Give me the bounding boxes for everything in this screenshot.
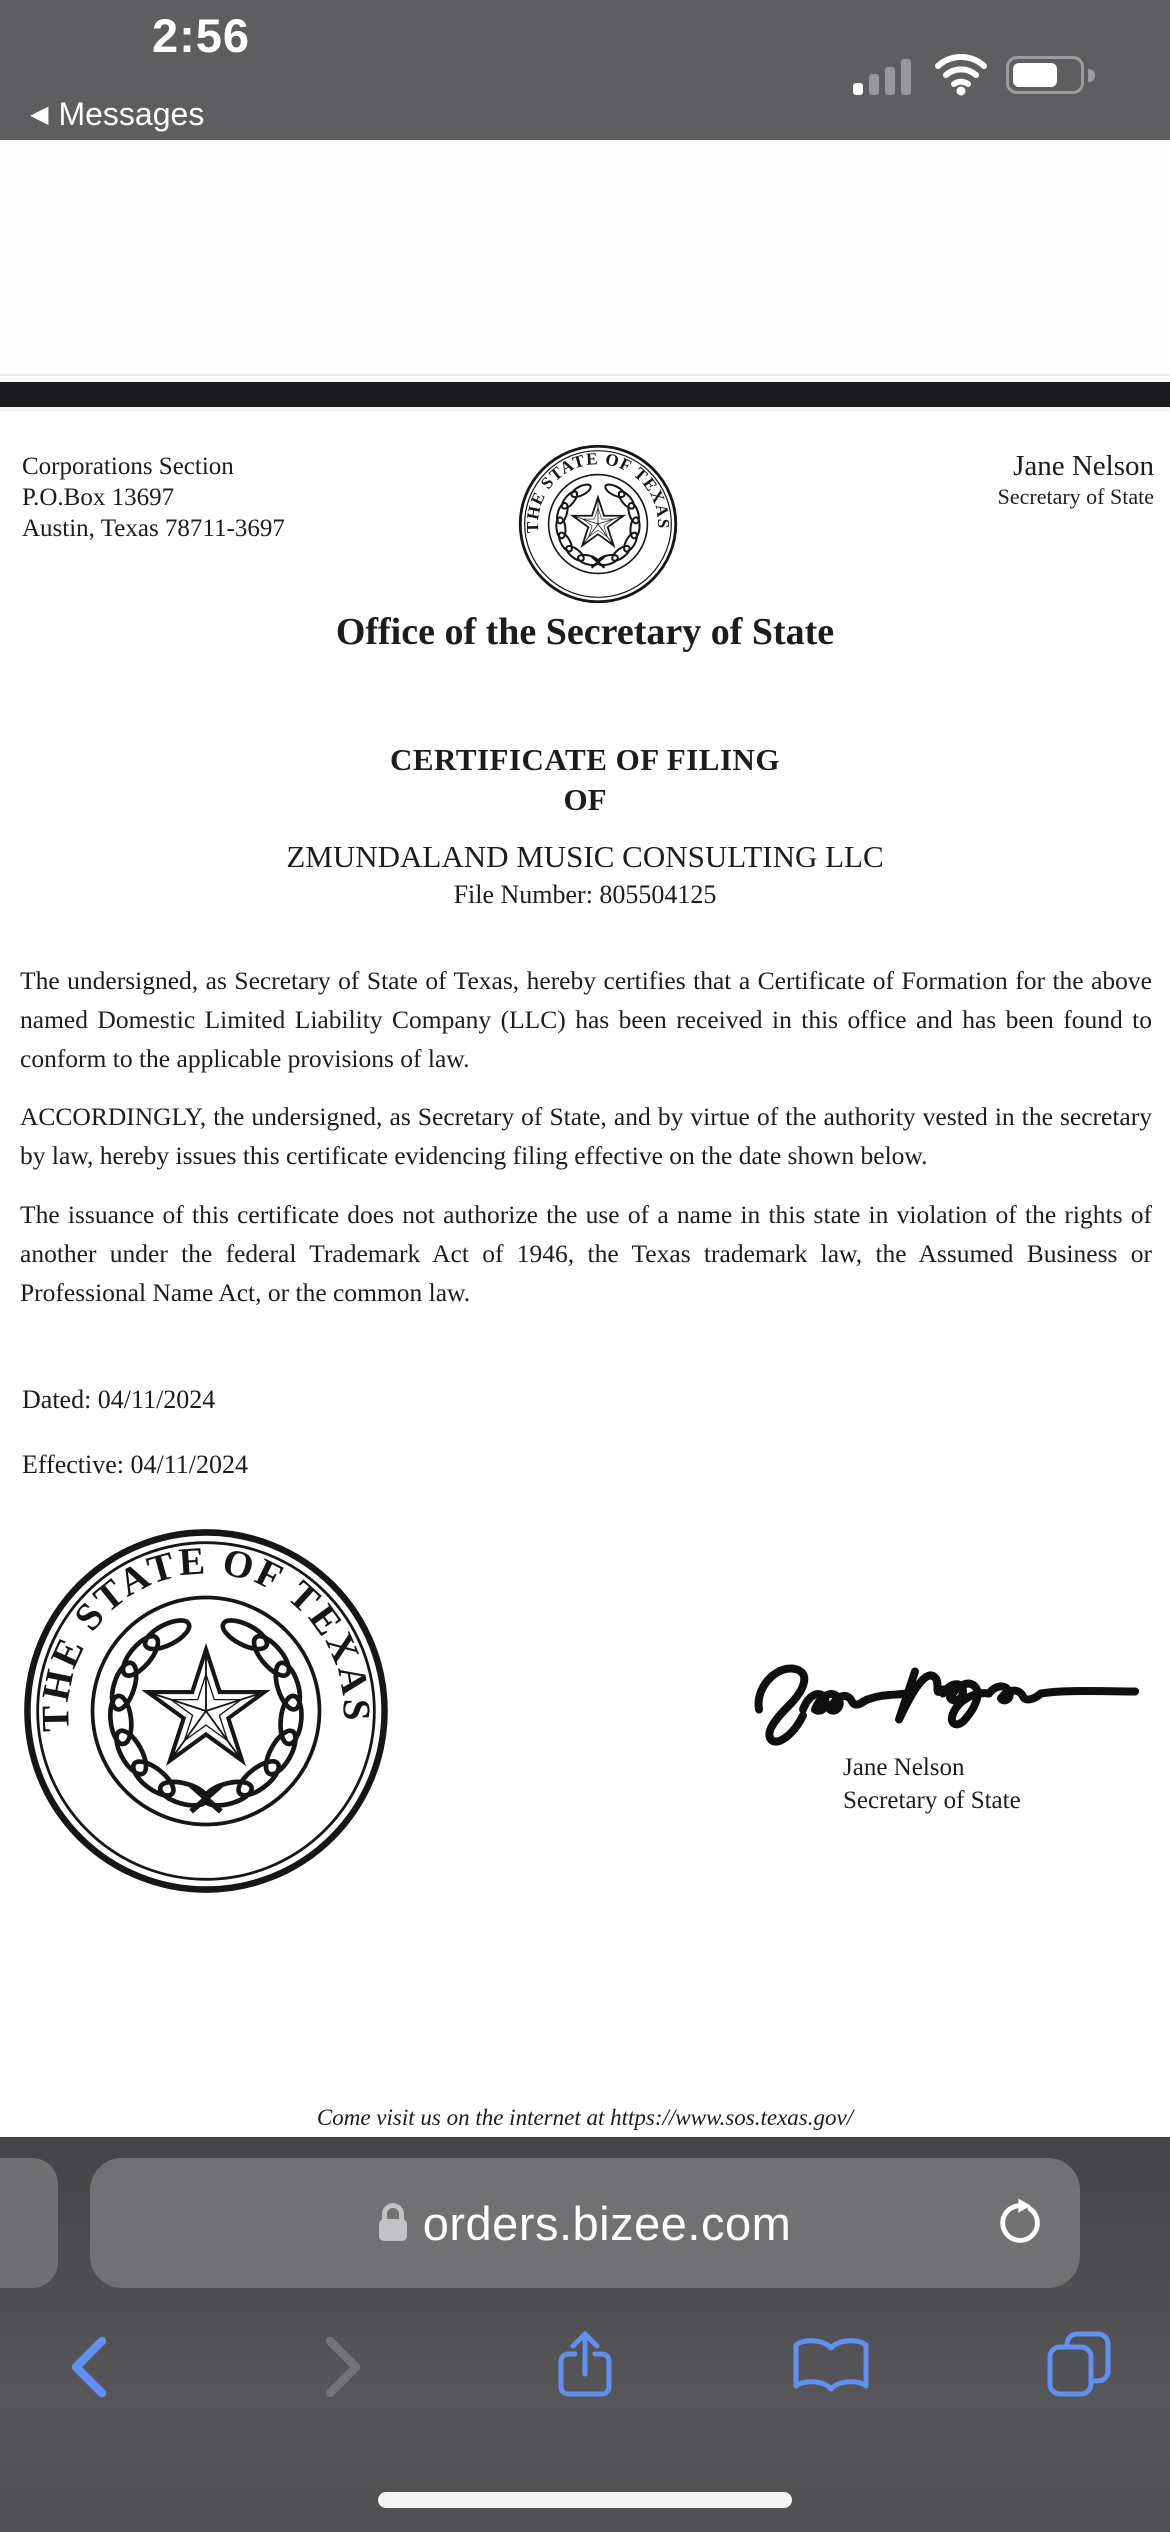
- document-footer-note: Come visit us on the internet at https://www.sos.texas.gov/: [316, 2105, 854, 2130]
- status-bar: [0, 0, 1170, 140]
- certificate-document: [0, 411, 1170, 2137]
- battery-cap: [1088, 69, 1095, 82]
- page-edge-line: [0, 374, 1170, 376]
- official-name: Jane Nelson: [1013, 450, 1154, 482]
- return-address-line-1: Corporations Section: [22, 453, 234, 480]
- effective-line: Effective: 04/11/2024: [22, 1450, 249, 1479]
- certificate-title-of: OF: [563, 782, 607, 817]
- certificate-title: CERTIFICATE OF FILING: [389, 742, 781, 777]
- official-title: Secretary of State: [997, 484, 1154, 509]
- texas-state-seal-large: [20, 1525, 392, 1897]
- wifi-icon: [933, 54, 989, 96]
- texas-state-seal-small: [517, 443, 679, 605]
- lock-icon: [379, 2203, 407, 2243]
- page-margin-area: [0, 140, 1170, 382]
- paragraph-issuance: The issuance of this certificate does not authorize the use of a name in this state in violation of the rights of another under the federal Trademark Act of 1946, the Texas trademark law, the Assumed Business or Professional Name Act, or the common law.: [20, 1200, 1152, 1307]
- share-icon[interactable]: [553, 2328, 617, 2402]
- official-name-block: [998, 449, 1154, 510]
- forward-button[interactable]: [322, 2335, 366, 2399]
- pdf-page-separator: [0, 382, 1170, 407]
- company-name: ZMUNDALAND MUSIC CONSULTING LLC: [286, 839, 884, 874]
- signature-caption: [843, 1751, 1021, 1817]
- dated-line: Dated: 04/11/2024: [22, 1385, 216, 1414]
- file-number: File Number: 805504125: [453, 880, 717, 909]
- back-to-messages-link[interactable]: [30, 96, 204, 133]
- back-to-messages-label: Messages: [58, 96, 205, 132]
- battery-icon: [1006, 56, 1084, 94]
- safari-bottom-bar: [0, 2137, 1170, 2532]
- home-indicator[interactable]: [378, 2492, 792, 2508]
- signature-title: Secretary of State: [843, 1787, 1021, 1814]
- clock: 2:56: [151, 9, 251, 62]
- office-heading: Office of the Secretary of State: [335, 611, 835, 653]
- return-address: [22, 451, 285, 544]
- tabs-icon[interactable]: [1044, 2329, 1114, 2399]
- paragraph-accordingly: ACCORDINGLY, the undersigned, as Secretary of State, and by virtue of the authority vested in the secretary by law, hereby issues this certificate evidencing filing effective on the date shown below.: [20, 1102, 1152, 1170]
- return-address-line-2: P.O.Box 13697: [22, 484, 175, 511]
- url-text: orders.bizee.com: [422, 2196, 792, 2250]
- refresh-icon[interactable]: [994, 2197, 1046, 2249]
- back-button[interactable]: [66, 2335, 110, 2399]
- address-bar[interactable]: [90, 2158, 1080, 2288]
- paragraph-certifies: The undersigned, as Secretary of State of Texas, hereby certifies that a Certificate of Formation for the above named Domestic Limited Liability Company (LLC) has been received in this office and has been found to conform to the applicable provisions of law.: [20, 966, 1152, 1073]
- cellular-signal-icon: [853, 57, 915, 95]
- signature-jane-nelson: [745, 1641, 1145, 1756]
- signature-name: Jane Nelson: [843, 1754, 965, 1781]
- back-triangle-icon: ◀: [30, 100, 49, 128]
- previous-tab-pill-edge[interactable]: [0, 2158, 58, 2288]
- return-address-line-3: Austin, Texas 78711-3697: [22, 515, 285, 542]
- bookmarks-icon[interactable]: [790, 2336, 872, 2396]
